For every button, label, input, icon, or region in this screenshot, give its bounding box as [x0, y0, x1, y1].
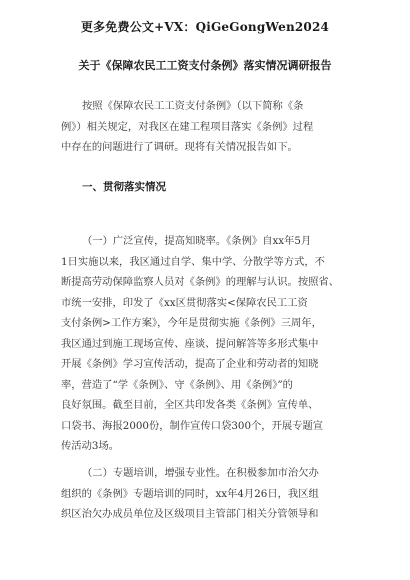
- paragraph-line: 率，营造了“学《条例》、守《条例》、用《条例》”的: [61, 378, 293, 391]
- section-heading: 一、贯彻落实情况: [82, 181, 166, 193]
- paragraph-line: 传活动3场。: [61, 440, 120, 452]
- paragraph-line: 开展《条例》学习宣传活动，提高了企业和劳动者的知晓: [61, 358, 319, 370]
- intro-line: 例》）相关规定，对我区在建工程项目落实《条例》过程: [61, 120, 314, 133]
- intro-line: 按照《保障农民工工资支付条例》（以下简称《条: [82, 100, 304, 112]
- paragraph-line: 织区治欠办成员单位及区级项目主管部门相关分管领导和: [61, 508, 319, 520]
- paragraph-line: 良好氛围。截至目前，全区共印发各类《条例》宣传单、: [61, 399, 319, 411]
- intro-paragraph: [61, 96, 353, 158]
- body-paragraph-training: [61, 463, 353, 525]
- paragraph-line: 市统一安排，印发了《xx区贯彻落实<保障农民工工资: [61, 296, 308, 309]
- watermark-header: 更多免费公文+VX：QiGeGongWen2024: [80, 20, 330, 34]
- document-title: 关于《保障农民工工资支付条例》落实情况调研报告: [78, 59, 332, 72]
- paragraph-line: 1日实施以来，我区通过自学、集中学、分散学等方式，不: [61, 255, 325, 268]
- paragraph-line: 断提高劳动保障监察人员对《条例》的理解与认识。按照省、: [61, 276, 340, 288]
- paragraph-line: 组织的《条例》专题培训的同时，xx年4月26日，我区组: [61, 487, 319, 500]
- intro-line: 中存在的问题进行了调研。现将有关情况报告如下。: [61, 141, 298, 153]
- paragraph-line: （二）专题培训，增强专业性。在积极参加市治欠办: [82, 467, 319, 479]
- paragraph-line: 我区通过到施工现场宣传、座谈、提问解答等多形式集中: [61, 337, 319, 350]
- body-paragraph-publicity: [61, 231, 353, 457]
- paragraph-line: 支付条例>工作方案》，今年是贯彻实施《条例》三周年，: [61, 317, 322, 329]
- paragraph-line: （一）广泛宣传，提高知晓率。《条例》自xx年5月: [82, 235, 312, 247]
- paragraph-line: 口袋书、海报2000份，制作宣传口袋300个，开展专题宣: [61, 419, 324, 432]
